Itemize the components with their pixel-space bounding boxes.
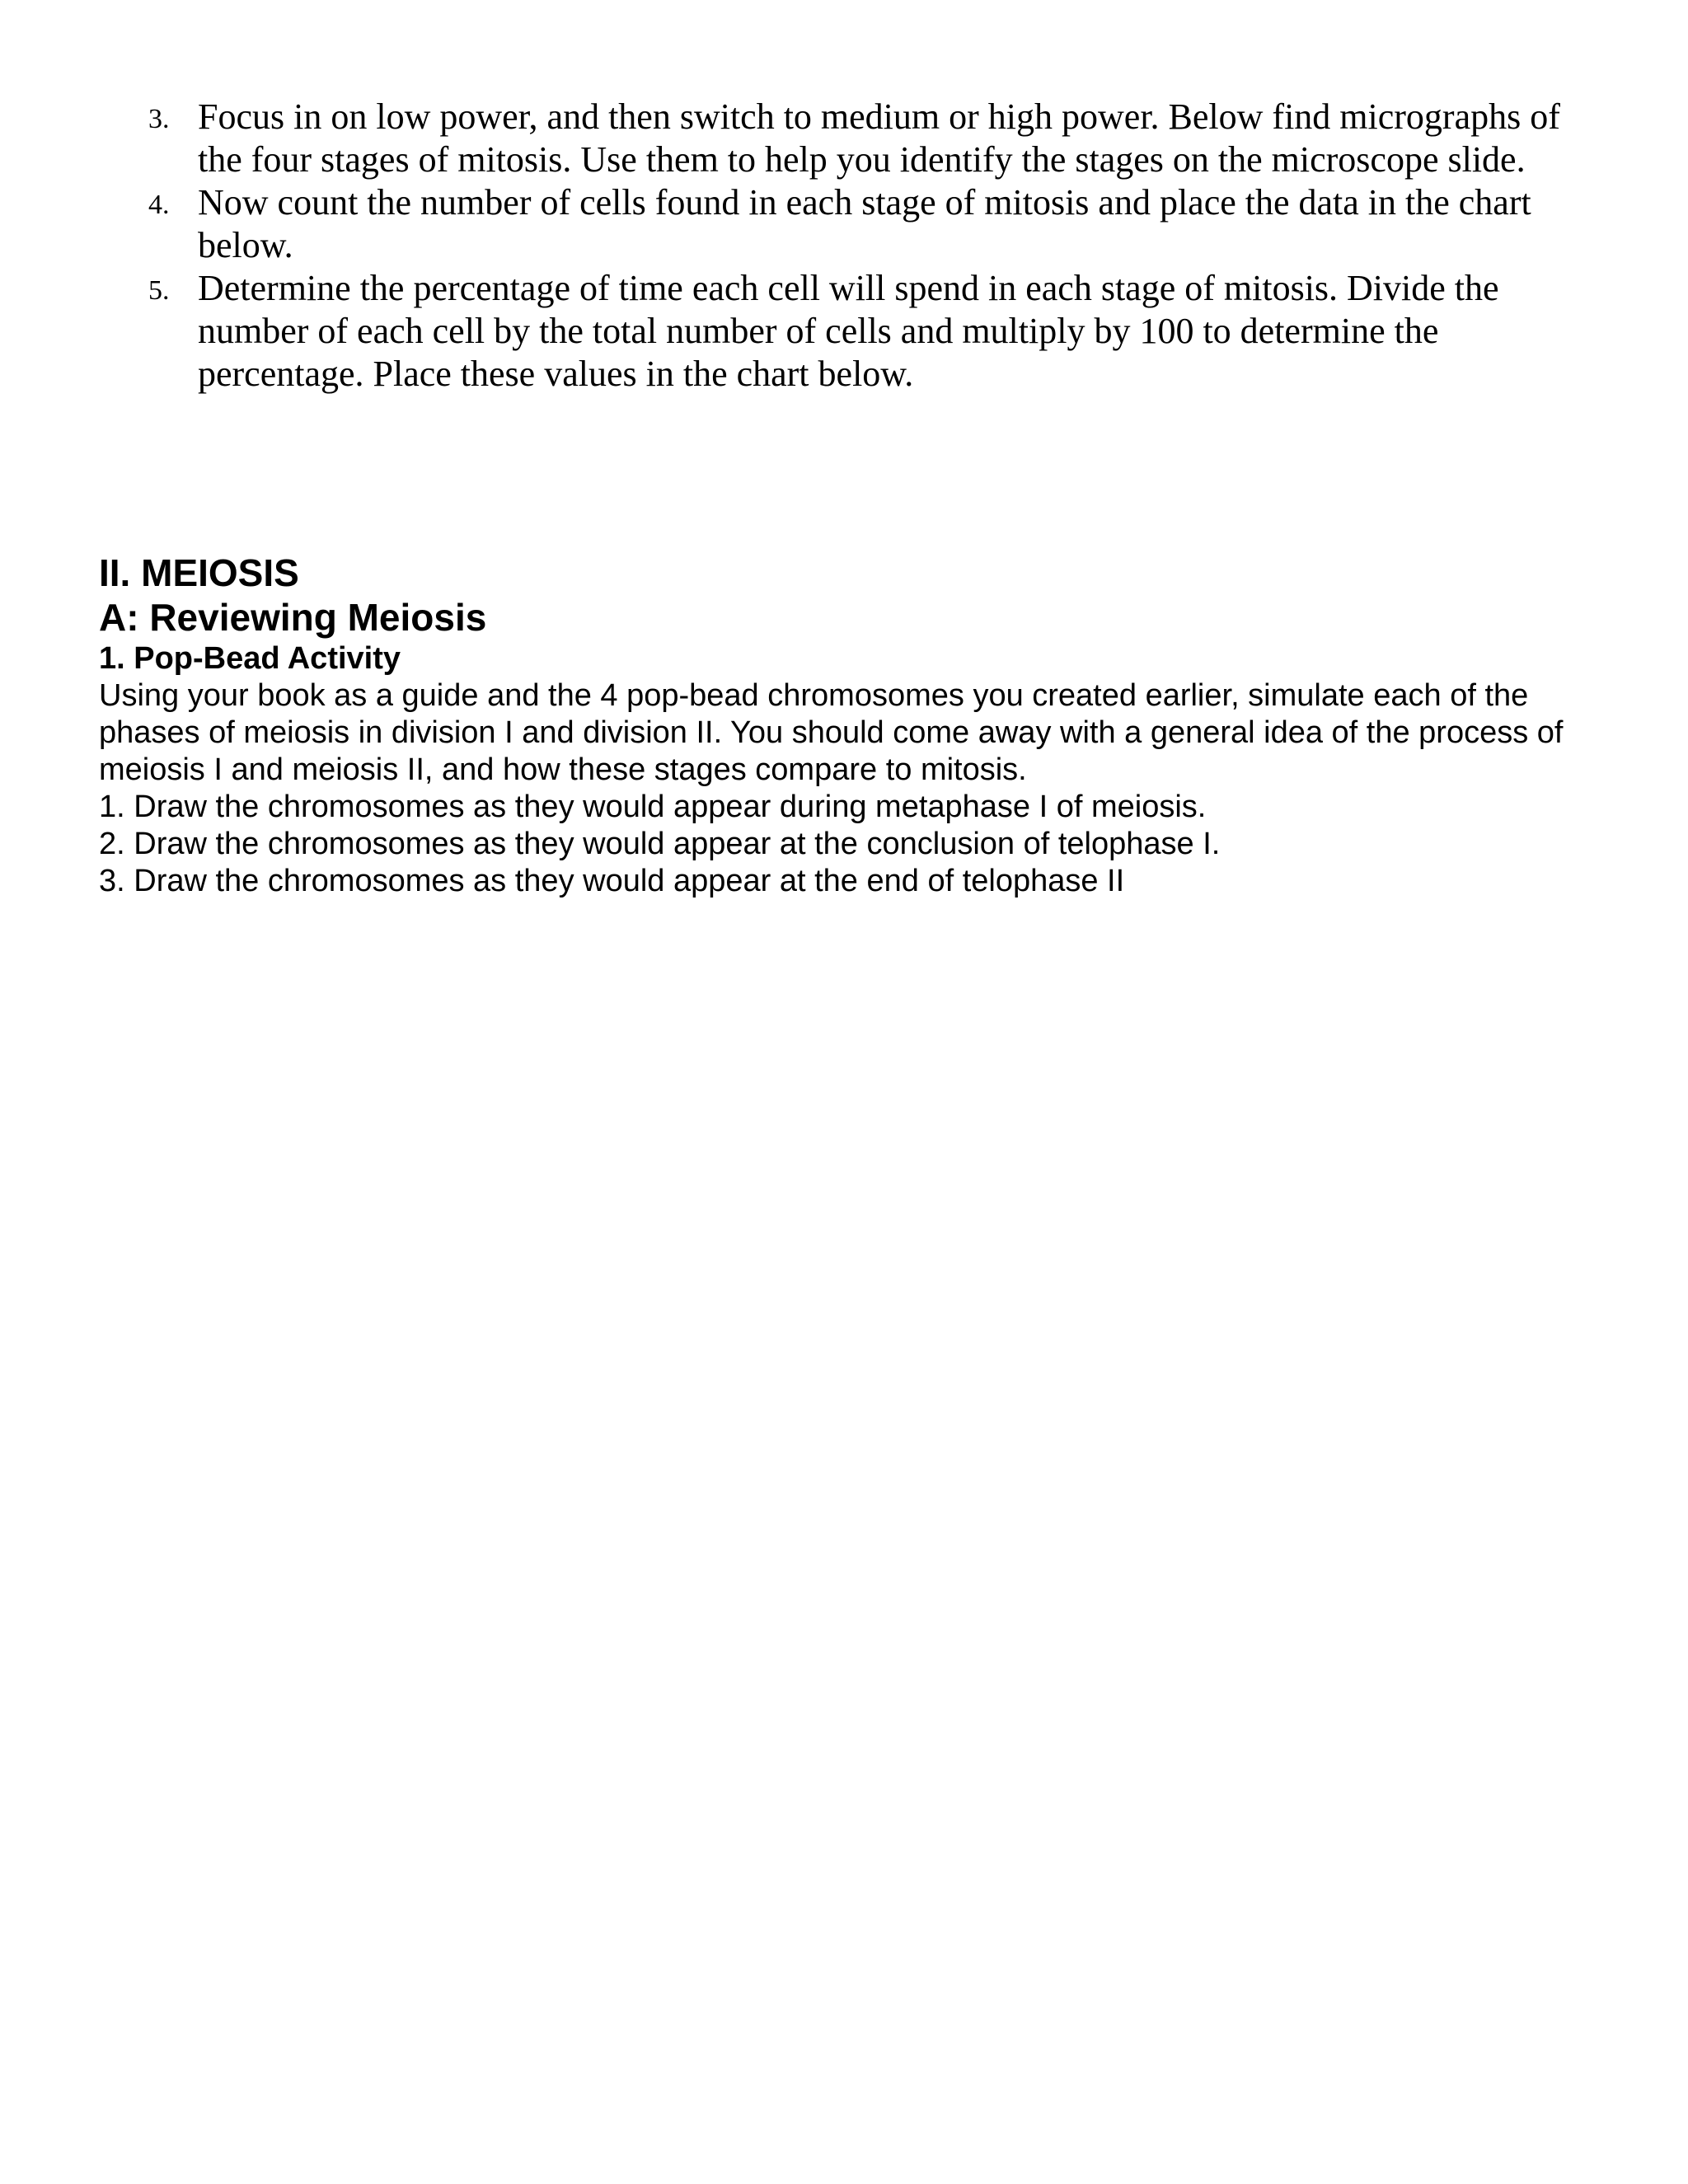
step-text: Focus in on low power, and then switch to medium or high power. Below find micrographs of the four stages of mitosis. Use them to help you identify the stages on the microscope slide. xyxy=(198,96,1560,180)
activity-heading: 1. Pop-Bead Activity xyxy=(99,641,401,676)
mitosis-steps-list xyxy=(0,96,1688,396)
list-item xyxy=(0,96,1582,181)
activity-intro: Using your book as a guide and the 4 pop-bead chromosomes you created earlier, simulate each of the phases of meiosis in division I and division II. You should come away with a general idea of the process of meiosis I and meiosis II, and how these stages compare to mitosis. xyxy=(99,678,1564,787)
step-number: 4. xyxy=(148,190,170,220)
list-item: 3. Draw the chromosomes as they would appear at the end of telophase II xyxy=(99,864,1125,898)
section-heading: II. MEIOSIS xyxy=(99,551,299,594)
list-item: 2. Draw the chromosomes as they would appear at the conclusion of telophase I. xyxy=(99,827,1221,861)
list-item xyxy=(0,181,1582,267)
meiosis-section xyxy=(99,551,1582,900)
drawing-tasks-list xyxy=(99,789,1582,900)
step-number: 5. xyxy=(148,275,170,306)
list-item: 1. Draw the chromosomes as they would appear during metaphase I of meiosis. xyxy=(99,790,1207,824)
section-subheading: A: Reviewing Meiosis xyxy=(99,596,487,639)
list-item xyxy=(0,267,1582,396)
step-text: Now count the number of cells found in each stage of mitosis and place the data in the chart below. xyxy=(198,182,1531,265)
step-text: Determine the percentage of time each cell will spend in each stage of mitosis. Divide the number of each cell by the total number of cells and multiply by 100 to determine the percentage. Place these values in the chart below. xyxy=(198,268,1499,394)
step-number: 3. xyxy=(148,104,170,134)
